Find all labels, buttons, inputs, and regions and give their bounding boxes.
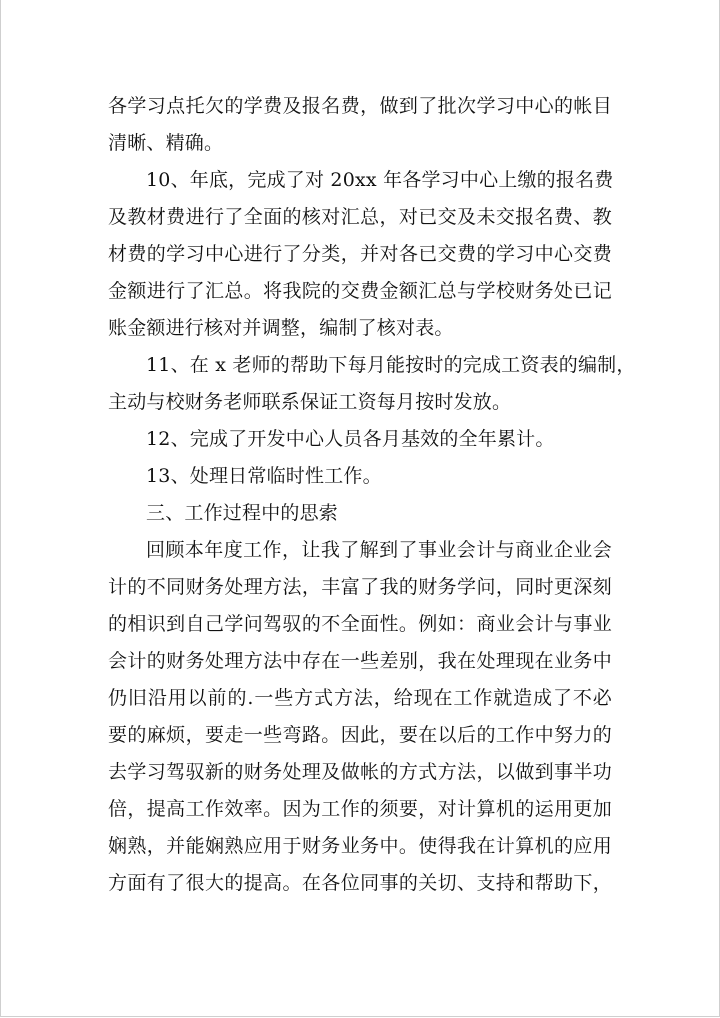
text-line: 娴熟，并能娴熟应用于财务业务中。使得我在计算机的应用: [108, 835, 612, 857]
text-line: 及教材费进行了全面的核对汇总，对已交及未交报名费、教: [108, 206, 612, 228]
text-line: 主动与校财务老师联系保证工资每月按时发放。: [108, 391, 512, 413]
text-line: 三、工作过程中的思索: [146, 502, 339, 524]
document-body: [108, 88, 636, 902]
text-line: 13、处理日常临时性工作。: [146, 465, 382, 487]
text-line: 会计的财务处理方法中存在一些差别，我在处理现在业务中: [108, 650, 612, 672]
text-line: 方面有了很大的提高。在各位同事的关切、支持和帮助下，: [108, 872, 612, 894]
text-line: 10、年底，完成了对 20xx 年各学习中心上缴的报名费: [146, 169, 614, 191]
text-line: 回顾本年度工作，让我了解到了事业会计与商业企业会: [146, 539, 612, 561]
text-line: 账金额进行核对并调整，编制了核对表。: [108, 317, 454, 339]
text-line: 去学习驾驭新的财务处理及做帐的方式方法，以做到事半功: [108, 761, 612, 783]
text-line: 材费的学习中心进行了分类，并对各已交费的学习中心交费: [108, 243, 612, 265]
text-line: 仍旧沿用以前的.一些方式方法，给现在工作就造成了不必: [108, 687, 612, 709]
text-line: 清晰、精确。: [108, 132, 224, 154]
text-line: 金额进行了汇总。将我院的交费金额汇总与学校财务处已记: [108, 280, 612, 302]
text-line: 12、完成了开发中心人员各月基效的全年累计。: [146, 428, 555, 450]
text-line: 各学习点托欠的学费及报名费，做到了批次学习中心的帐目: [108, 95, 612, 117]
text-line: 11、在 x 老师的帮助下每月能按时的完成工资表的编制，: [146, 354, 636, 376]
text-line: 计的不同财务处理方法，丰富了我的财务学问，同时更深刻: [108, 576, 612, 598]
text-line: 倍，提高工作效率。因为工作的须要，对计算机的运用更加: [108, 798, 612, 820]
text-line: 要的麻烦，要走一些弯路。因此，要在以后的工作中努力的: [108, 724, 612, 746]
text-line: 的相识到自己学问驾驭的不全面性。例如：商业会计与事业: [108, 613, 612, 635]
